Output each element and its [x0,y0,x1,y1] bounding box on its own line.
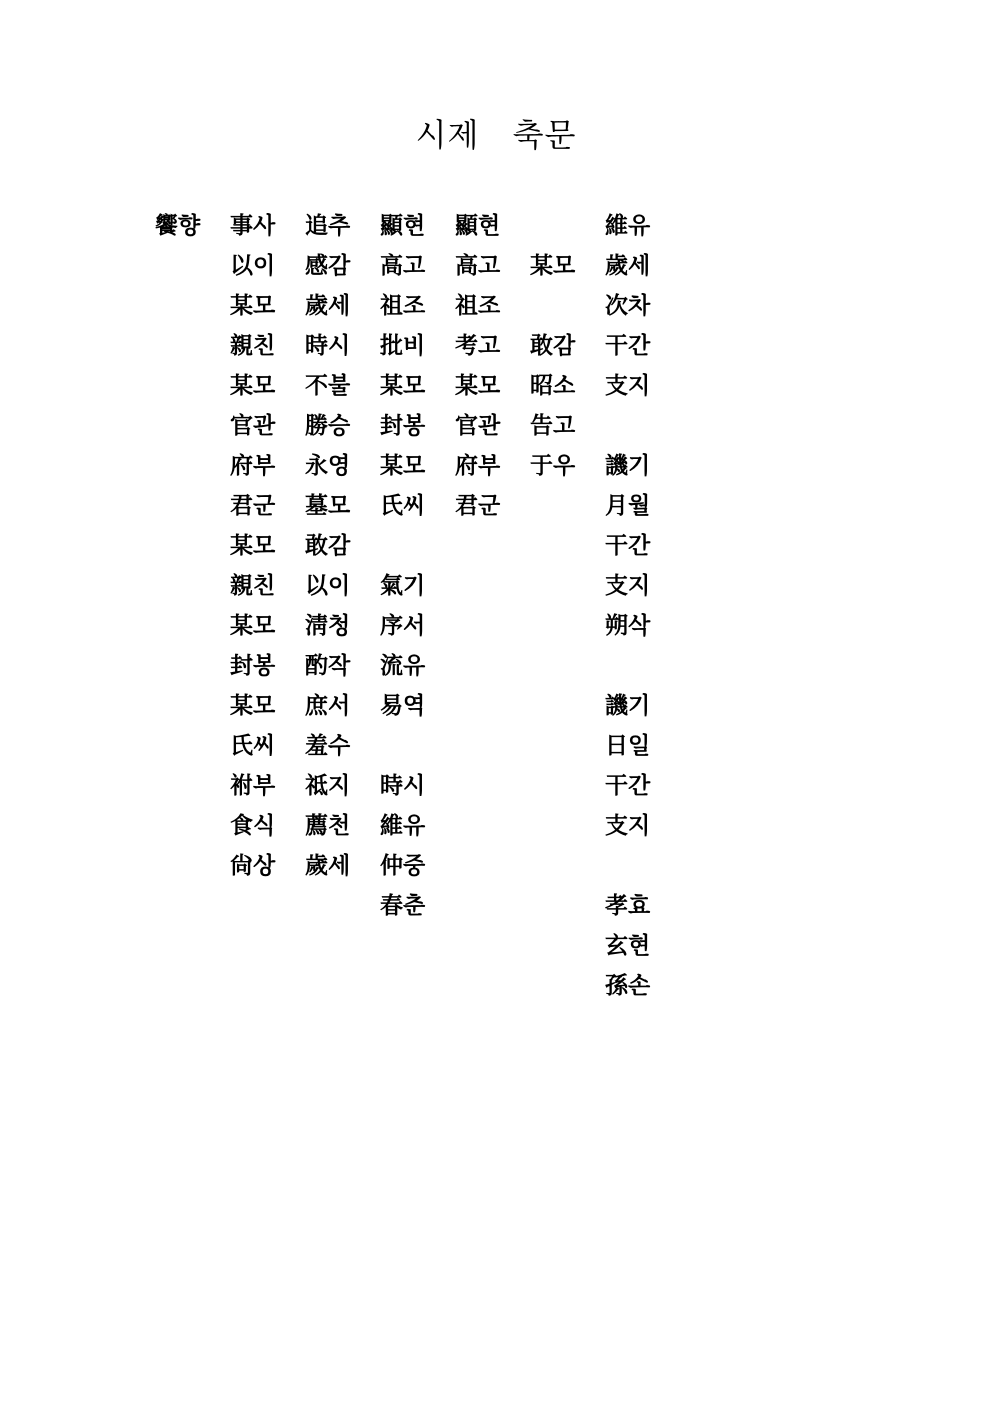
prayer-text-cell [230,966,305,1006]
prayer-text-cell: 追추 [305,212,351,239]
prayer-text-cell [380,926,455,966]
prayer-text-cell: 勝승 [305,412,351,439]
prayer-text-cell: 永영 [305,452,351,479]
prayer-text-cell [455,646,530,686]
prayer-text-cell [530,966,605,1006]
prayer-text-cell: 維유 [380,812,426,839]
prayer-text-cell [530,206,605,246]
prayer-text-cell [530,566,605,606]
prayer-text-cell: 譏기 [605,692,651,719]
prayer-text-cell [455,606,530,646]
prayer-text-cell: 敢감 [530,332,576,359]
prayer-text-cell: 府부 [230,452,276,479]
prayer-text-cell [380,966,455,1006]
prayer-text-cell [455,966,530,1006]
prayer-text-cell [605,406,680,446]
prayer-text-cell: 支지 [605,572,651,599]
prayer-text-cell [455,846,530,886]
prayer-text-cell: 流유 [380,652,426,679]
prayer-text-cell [155,566,230,606]
prayer-text-cell: 仲중 [380,852,426,879]
prayer-text-cell: 某모 [230,372,276,399]
prayer-text-cell: 君군 [455,492,501,519]
prayer-text-cell: 某모 [230,692,276,719]
prayer-text-cell: 歲세 [305,852,351,879]
prayer-text-cell: 食식 [230,812,276,839]
prayer-text-cell: 昭소 [530,372,576,399]
prayer-text-cell: 于우 [530,452,576,479]
prayer-text-cell: 某모 [455,372,501,399]
prayer-text-cell [455,886,530,926]
prayer-text-cell [455,526,530,566]
prayer-text-cell: 庶서 [305,692,351,719]
prayer-text-cell: 孫손 [605,972,651,999]
prayer-text-cell: 親친 [230,572,276,599]
prayer-text-cell [155,966,230,1006]
prayer-text-cell: 酌작 [305,652,351,679]
prayer-text-cell: 祗지 [305,772,351,799]
prayer-text-cell: 饗향 [155,212,201,239]
prayer-text-cell [530,646,605,686]
prayer-text-cell [380,726,455,766]
prayer-text-cell: 維유 [605,212,651,239]
prayer-text-cell: 玄현 [605,932,651,959]
prayer-text-cell: 歲세 [605,252,651,279]
prayer-text-grid [155,206,680,1006]
prayer-text-cell [455,726,530,766]
prayer-text-cell: 官관 [230,412,276,439]
prayer-text-cell [155,926,230,966]
prayer-text-cell [155,246,230,286]
prayer-text-cell: 某모 [230,612,276,639]
prayer-text-cell: 日일 [605,732,651,759]
prayer-text-cell: 考고 [455,332,501,359]
prayer-text-cell: 以이 [230,252,276,279]
prayer-text-cell [155,806,230,846]
prayer-text-cell: 墓모 [305,492,351,519]
prayer-text-cell: 祖조 [455,292,501,319]
prayer-text-cell [530,526,605,566]
prayer-text-cell: 序서 [380,612,426,639]
prayer-text-cell [605,846,680,886]
prayer-text-cell: 干간 [605,532,651,559]
prayer-text-cell [230,926,305,966]
prayer-text-cell [155,366,230,406]
prayer-text-cell: 譏기 [605,452,651,479]
page-title: 시제 축문 [415,116,577,154]
prayer-text-cell [455,806,530,846]
prayer-text-cell: 某모 [530,252,576,279]
prayer-text-cell: 某모 [230,292,276,319]
prayer-text-cell: 淸청 [305,612,351,639]
prayer-text-cell: 府부 [455,452,501,479]
prayer-text-cell: 月월 [605,492,651,519]
prayer-text-cell: 某모 [380,452,426,479]
prayer-text-cell: 氏씨 [230,732,276,759]
prayer-text-cell [530,726,605,766]
prayer-text-cell [155,486,230,526]
prayer-text-cell: 告고 [530,412,576,439]
prayer-text-cell: 尙상 [230,852,276,879]
prayer-text-cell: 高고 [455,252,501,279]
prayer-text-cell: 歲세 [305,292,351,319]
prayer-text-cell: 支지 [605,812,651,839]
prayer-text-cell [455,566,530,606]
prayer-text-cell [455,686,530,726]
prayer-text-cell: 氏씨 [380,492,426,519]
prayer-text-cell: 以이 [305,572,351,599]
prayer-text-cell [530,486,605,526]
prayer-text-cell [530,286,605,326]
prayer-text-cell [155,446,230,486]
prayer-text-cell: 薦천 [305,812,351,839]
prayer-text-cell: 羞수 [305,732,351,759]
prayer-text-cell [155,686,230,726]
prayer-text-cell: 時시 [380,772,426,799]
prayer-text-cell [530,766,605,806]
prayer-text-cell: 顯현 [455,212,501,239]
prayer-text-cell [530,926,605,966]
prayer-text-cell [380,526,455,566]
prayer-text-cell: 干간 [605,772,651,799]
prayer-text-cell [530,606,605,646]
prayer-text-cell: 朔삭 [605,612,651,639]
prayer-text-cell: 君군 [230,492,276,519]
prayer-text-cell: 祖조 [380,292,426,319]
prayer-text-cell [155,646,230,686]
prayer-text-cell [455,766,530,806]
prayer-text-cell [155,886,230,926]
prayer-text-cell: 感감 [305,252,351,279]
prayer-text-cell [155,606,230,646]
prayer-text-cell: 高고 [380,252,426,279]
prayer-text-cell: 某모 [230,532,276,559]
prayer-text-cell: 干간 [605,332,651,359]
prayer-text-cell [305,886,380,926]
prayer-text-cell [530,846,605,886]
prayer-text-cell [455,926,530,966]
prayer-text-cell: 祔부 [230,772,276,799]
prayer-text-cell: 親친 [230,332,276,359]
prayer-text-cell [155,326,230,366]
prayer-text-cell: 易역 [380,692,426,719]
prayer-text-cell: 顯현 [380,212,426,239]
prayer-text-cell [155,406,230,446]
prayer-text-cell: 封봉 [230,652,276,679]
prayer-text-cell [155,286,230,326]
prayer-text-cell [155,766,230,806]
prayer-text-cell: 事사 [230,212,276,239]
prayer-text-cell [605,646,680,686]
prayer-text-cell: 敢감 [305,532,351,559]
prayer-text-cell: 支지 [605,372,651,399]
prayer-text-cell [530,806,605,846]
prayer-text-cell: 封봉 [380,412,426,439]
prayer-text-cell: 某모 [380,372,426,399]
prayer-text-cell [530,886,605,926]
prayer-text-cell: 次차 [605,292,651,319]
prayer-text-cell: 氣기 [380,572,426,599]
prayer-text-cell: 孝효 [605,892,651,919]
prayer-text-cell: 不불 [305,372,351,399]
prayer-text-cell: 時시 [305,332,351,359]
prayer-text-cell: 春춘 [380,892,426,919]
prayer-text-cell: 批비 [380,332,426,359]
prayer-text-cell [305,926,380,966]
prayer-text-cell [155,526,230,566]
prayer-text-cell [155,846,230,886]
prayer-text-cell [530,686,605,726]
prayer-text-cell [155,726,230,766]
prayer-text-cell: 官관 [455,412,501,439]
prayer-text-cell [230,886,305,926]
prayer-text-cell [305,966,380,1006]
